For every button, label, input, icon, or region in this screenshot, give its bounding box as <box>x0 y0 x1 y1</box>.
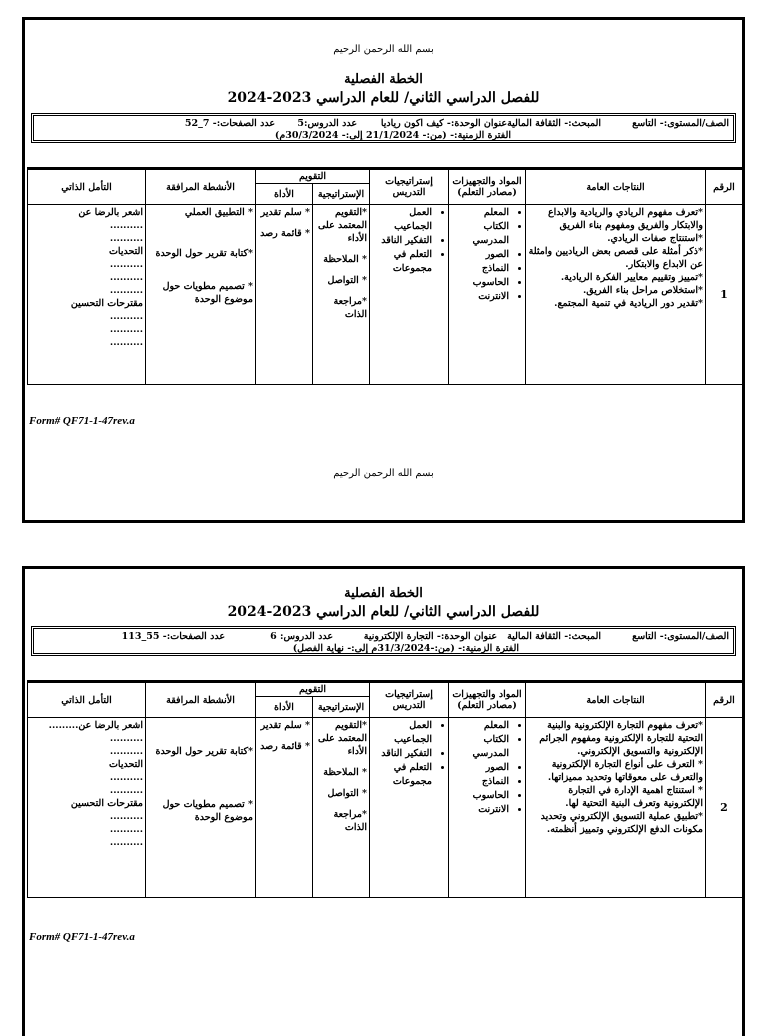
time-period: الفترة الزمنية:- (من:- 21/1/2024 إلى:- 30/3/2024م) <box>274 130 511 141</box>
materials-cell <box>449 205 526 385</box>
eval-strategy-item: * التواصل <box>327 788 367 799</box>
unit-title: عنوان الوحدة:- التجارة الإلكترونية <box>363 631 497 642</box>
header-evaluation: التقويم <box>256 682 370 697</box>
material-item: • الانترنت <box>451 290 509 304</box>
eval-strategy-cell <box>313 205 370 385</box>
material-item: • الكتاب المدرسي <box>451 733 509 761</box>
header-materials: المواد والتجهيزات (مصادر التعلم) <box>449 169 526 205</box>
subject: المبحث:- الثقافة المالية <box>507 631 601 642</box>
strategy-item: • التعلم في مجموعات <box>372 761 432 789</box>
eval-strategy-item: *التقويم المعتمد على الأداء <box>318 720 367 757</box>
outcome-item: *استنتاج صفات الريادي. <box>607 233 703 244</box>
eval-strategy-item: * التواصل <box>327 275 367 286</box>
lessons-count: عدد الدروس: 6 <box>270 631 333 642</box>
reflection-cell <box>28 205 146 385</box>
unit-info-box <box>31 626 736 656</box>
reflection-item: التحديات <box>108 246 143 257</box>
row-number: 1 <box>706 205 743 385</box>
reflection-item: .......... <box>109 220 143 231</box>
reflection-item: .......... <box>109 772 143 783</box>
eval-strategy-item: *التقويم المعتمد على الأداء <box>318 207 367 244</box>
reflection-item: .......... <box>109 324 143 335</box>
eval-tool-cell <box>256 205 313 385</box>
outcome-item: *تعرف مفهوم الريادي والريادية والابداع والابتكار والفريق ومفهوم بناء الفريق <box>547 207 703 231</box>
table-row <box>28 718 743 898</box>
plan-page-1 <box>22 17 745 523</box>
material-item: • الانترنت <box>451 803 509 817</box>
header-strategies: إستراتيجيات التدريس <box>370 682 449 718</box>
eval-tool-item: * قائمة رصد <box>260 741 310 752</box>
pages-range: عدد الصفحات:- 55_113 <box>121 631 225 642</box>
plan-subtitle: للفصل الدراسي الثاني/ للعام الدراسي 2023-2024 <box>227 604 540 620</box>
material-item: • الكتاب المدرسي <box>451 220 509 248</box>
header-num: الرقم <box>706 682 743 718</box>
row-number: 2 <box>706 718 743 898</box>
plan-subtitle: للفصل الدراسي الثاني/ للعام الدراسي 2023-2024 <box>227 90 540 106</box>
strategy-item: • العمل الجماعيب <box>372 206 432 234</box>
strategy-item: • التفكير الناقد <box>372 747 432 761</box>
header-eval-tool: الأداة <box>256 697 313 718</box>
outcome-item: *تطبيق عملية التسويق الإلكتروني وتحديد مكونات الدفع الإلكتروني وتمييز أنظمته. <box>540 811 703 835</box>
plan-title: الخطة الفصلية <box>344 586 423 601</box>
material-item: • الصور <box>451 248 509 262</box>
reflection-item: .......... <box>109 233 143 244</box>
outcome-item: *ذكر أمثلة على قصص بعض الرياديين وامثلة عن الابداع والابتكار. <box>528 246 703 270</box>
plan-table <box>27 167 743 385</box>
reflection-item: .......... <box>109 285 143 296</box>
strategies-cell <box>370 718 449 898</box>
header-outcomes: النتاجات العامة <box>526 682 706 718</box>
reflection-cell <box>28 718 146 898</box>
reflection-item: .......... <box>109 811 143 822</box>
header-strategies: إستراتيجيات التدريس <box>370 169 449 205</box>
reflection-item: .......... <box>109 311 143 322</box>
eval-tool-item: * سلم تقدير <box>260 207 310 218</box>
reflection-item: .......... <box>109 837 143 848</box>
lessons-count: عدد الدروس:5 <box>297 118 357 129</box>
outcomes-cell <box>526 718 706 898</box>
strategy-item: • التفكير الناقد <box>372 234 432 248</box>
plan-page-2 <box>22 566 745 1036</box>
outcome-item: *استخلاص مراحل بناء الفريق. <box>582 285 703 296</box>
header-activities: الأنشطة المرافقة <box>146 169 256 205</box>
activity-item: *كتابة تقرير حول الوحدة <box>155 746 253 757</box>
activity-item: * تصميم مطويات حول موضوع الوحدة <box>162 281 253 305</box>
table-row <box>28 205 743 385</box>
activities-cell <box>146 718 256 898</box>
form-code: Form# QF71-1-47rev.a <box>29 415 135 427</box>
material-item: • المعلم <box>451 719 509 733</box>
time-period: الفترة الزمنية:- (من:-31/3/2024م إلى:- نهاية الفصل) <box>292 643 519 654</box>
material-item: • النماذج <box>451 775 509 789</box>
header-evaluation: التقويم <box>256 169 370 184</box>
outcome-item: *تعرف مفهوم التجارة الإلكترونية والبنية التحتية للتجارة الإلكترونية ومفهوم الجرائم الإلكترونية والتسويق الإلكتروني. <box>539 720 703 757</box>
eval-tool-item: * قائمة رصد <box>260 228 310 239</box>
eval-tool-item: * سلم تقدير <box>260 720 310 731</box>
reflection-item: .......... <box>109 259 143 270</box>
reflection-item: .......... <box>109 746 143 757</box>
level: الصف/المستوى:- التاسع <box>632 118 729 129</box>
header-reflection: التأمل الذاتي <box>28 682 146 718</box>
activity-item: * تصميم مطويات حول موضوع الوحدة <box>162 799 253 823</box>
strategy-item: • العمل الجماعيب <box>372 719 432 747</box>
unit-title: عنوان الوحدة:- كيف اكون رياديا <box>380 118 507 129</box>
eval-tool-cell <box>256 718 313 898</box>
subject: المبحث:- الثقافة المالية <box>507 118 601 129</box>
header-reflection: التأمل الذاتي <box>28 169 146 205</box>
pages-range: عدد الصفحات:- 7_52 <box>184 118 275 129</box>
reflection-item: .......... <box>109 785 143 796</box>
reflection-item: مقترحات التحسين <box>70 798 143 809</box>
outcomes-cell <box>526 205 706 385</box>
outcome-item: * استنتاج اهمية الإدارة في التجارة الإلكترونية وتعرف البنية التحتية لها. <box>565 785 703 809</box>
materials-cell <box>449 718 526 898</box>
reflection-item: .......... <box>109 337 143 348</box>
header-eval-strategy: الإستراتيجية <box>313 184 370 205</box>
basmala: بسم الله الرحمن الرحيم <box>333 468 434 479</box>
material-item: • النماذج <box>451 262 509 276</box>
activity-item: * التطبيق العملي <box>184 207 253 218</box>
reflection-item: .......... <box>109 824 143 835</box>
outcome-item: *تمييز وتقييم معايير الفكرة الريادية. <box>560 272 703 283</box>
reflection-item: مقترحات التحسين <box>70 298 143 309</box>
reflection-item: اشعر بالرضا عن <box>78 207 143 218</box>
header-eval-strategy: الإستراتيجية <box>313 697 370 718</box>
reflection-item: .......... <box>109 733 143 744</box>
plan-title: الخطة الفصلية <box>344 72 423 87</box>
eval-strategy-item: * الملاحظة <box>323 767 367 778</box>
level: الصف/المستوى:- التاسع <box>632 631 729 642</box>
basmala: بسم الله الرحمن الرحيم <box>333 44 434 55</box>
eval-strategy-item: * الملاحظة <box>323 254 367 265</box>
unit-info-box <box>31 113 736 143</box>
reflection-item: التحديات <box>108 759 143 770</box>
material-item: • الصور <box>451 761 509 775</box>
strategies-cell <box>370 205 449 385</box>
eval-strategy-cell <box>313 718 370 898</box>
reflection-item: اشعر بالرضا عن......... <box>48 720 143 731</box>
reflection-item: .......... <box>109 272 143 283</box>
header-eval-tool: الأداة <box>256 184 313 205</box>
activity-item: *كتابة تقرير حول الوحدة <box>155 248 253 259</box>
eval-strategy-item: *مراجعة الذات <box>333 296 367 320</box>
material-item: • الحاسوب <box>451 789 509 803</box>
eval-strategy-item: *مراجعة الذات <box>333 809 367 833</box>
outcome-item: * التعرف على أنواع التجارة الإلكترونية والتعرف على معوقاتها وتحديد مميزاتها. <box>547 759 703 783</box>
header-materials: المواد والتجهيزات (مصادر التعلم) <box>449 682 526 718</box>
material-item: • الحاسوب <box>451 276 509 290</box>
material-item: • المعلم <box>451 206 509 220</box>
outcome-item: *تقدير دور الريادية في تنمية المجتمع. <box>554 298 703 309</box>
activities-cell <box>146 205 256 385</box>
header-num: الرقم <box>706 169 743 205</box>
header-activities: الأنشطة المرافقة <box>146 682 256 718</box>
header-outcomes: النتاجات العامة <box>526 169 706 205</box>
strategy-item: • التعلم في مجموعات <box>372 248 432 276</box>
form-code: Form# QF71-1-47rev.a <box>29 931 135 943</box>
plan-table <box>27 680 743 898</box>
